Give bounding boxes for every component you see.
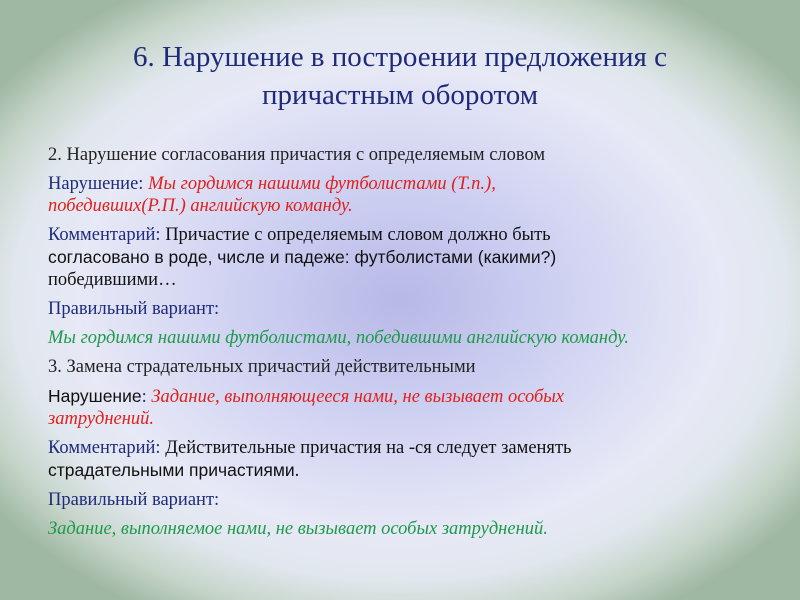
slide-body xyxy=(48,144,763,540)
violation-colon: : xyxy=(141,387,147,407)
section-2-heading: 2. Нарушение согласования причастия с определяемым словом xyxy=(48,145,546,165)
violation-text: победивших(Р.П.) английскую команду. xyxy=(48,196,353,216)
section-2-correct-text: Мы гордимся нашими футболистами, победившими английскую команду. xyxy=(48,328,629,348)
comment-text: Причастие с определяемым словом должно быть xyxy=(165,225,551,245)
violation-label: Нарушение: xyxy=(48,174,144,194)
section-3-comment xyxy=(48,437,763,482)
section-3-violation xyxy=(48,385,763,430)
comment-label: Комментарий: xyxy=(48,438,161,458)
violation-text: затруднений. xyxy=(48,409,155,429)
comment-text: согласовано в роде, числе и падеже: футболистами (какими?) xyxy=(48,247,557,267)
comment-text: победившими… xyxy=(48,270,177,290)
comment-label: Комментарий: xyxy=(48,225,161,245)
comment-text: Действительные причастия на -ся следует заменять xyxy=(165,438,572,458)
title-line-1: 6. Нарушение в построении предложения с xyxy=(133,41,667,73)
section-3-correct-text: Задание, выполняемое нами, не вызывает особых затруднений. xyxy=(48,519,548,539)
title-line-2: причастным оборотом xyxy=(261,79,539,111)
section-2-comment xyxy=(48,224,763,291)
section-3-correct-label: Правильный вариант: xyxy=(48,490,220,510)
comment-text-end: . xyxy=(294,461,300,481)
section-2-correct-label: Правильный вариант: xyxy=(48,299,220,319)
violation-text: Задание, выполняющееся нами, не вызывает особых xyxy=(151,387,565,407)
slide-title xyxy=(60,38,740,114)
section-2-violation xyxy=(48,173,763,217)
section-3-heading: 3. Замена страдательных причастий действительными xyxy=(48,357,476,377)
violation-label: Нарушение xyxy=(48,386,142,406)
comment-text: страдательными причастиями xyxy=(48,460,295,480)
violation-text: Мы гордимся нашими футболистами (Т.п.), xyxy=(148,174,496,194)
